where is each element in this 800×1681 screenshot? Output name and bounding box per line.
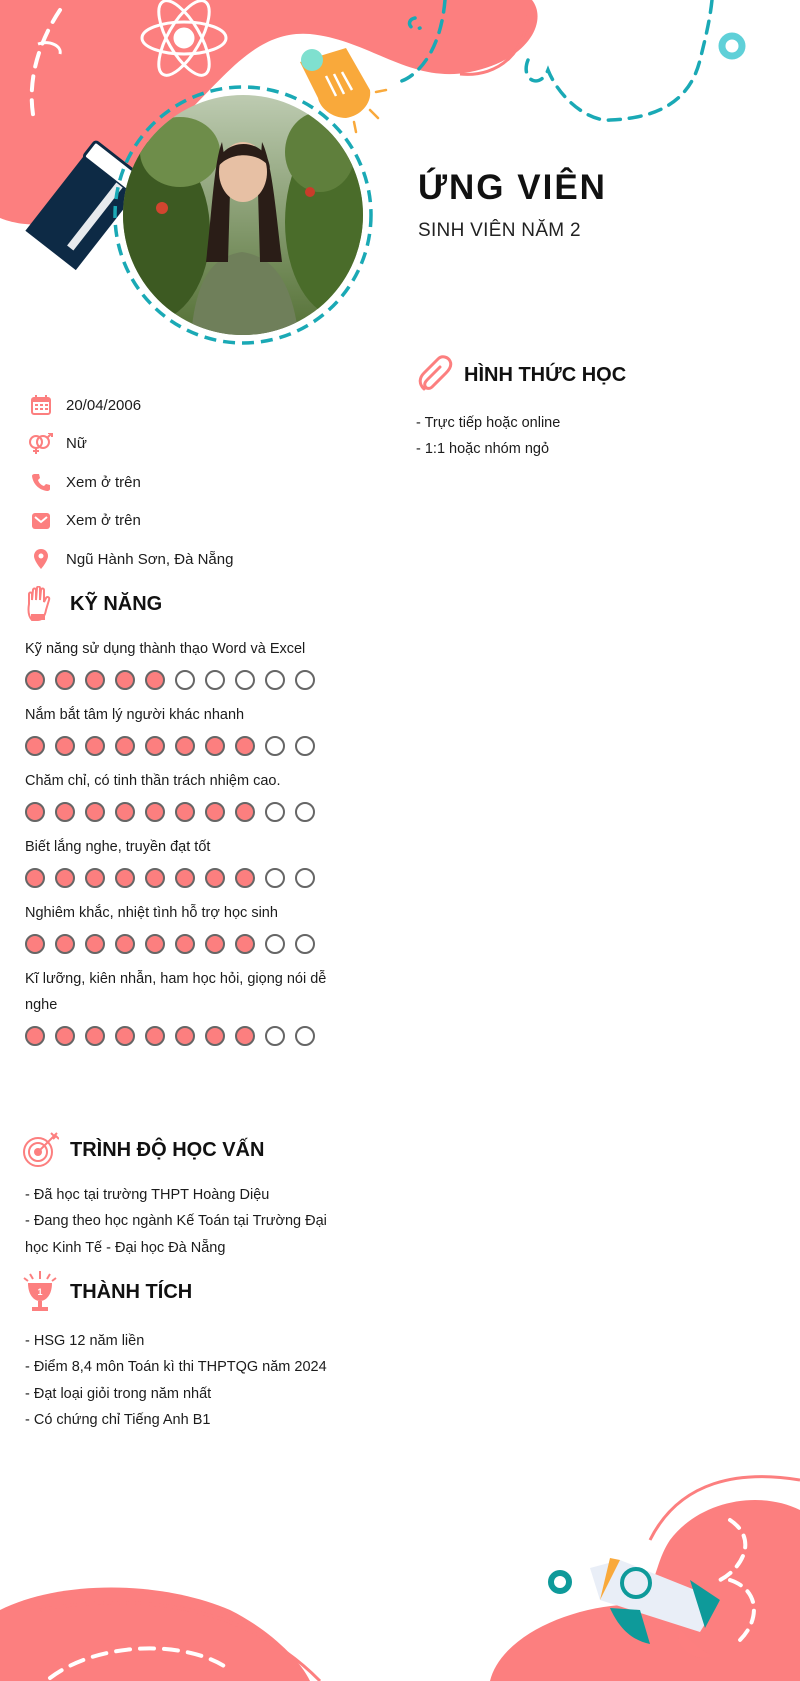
rating-dot-filled <box>85 868 105 888</box>
rating-dot-filled <box>115 1026 135 1046</box>
rating-dot-filled <box>85 934 105 954</box>
study-mode-heading <box>414 355 626 395</box>
rating-dot-filled <box>55 868 75 888</box>
study-mode-item: - 1:1 hoặc nhóm ngỏ <box>416 441 550 458</box>
skill-label: Kĩ lưỡng, kiên nhẫn, ham học hỏi, giọng nói dễ nghe <box>25 971 327 1013</box>
rating-dot-filled <box>175 1026 195 1046</box>
rating-dot-filled <box>145 934 165 954</box>
rating-dot-filled <box>235 1026 255 1046</box>
skill-label: Nghiêm khắc, nhiệt tình hỗ trợ học sinh <box>25 905 278 921</box>
rating-dot-filled <box>145 802 165 822</box>
rating-dot-filled <box>145 868 165 888</box>
rating-dot-filled <box>175 934 195 954</box>
rating-dot-empty <box>295 1026 315 1046</box>
info-birthdate-value: 20/04/2006 <box>66 396 142 414</box>
rating-dot-filled <box>115 670 135 690</box>
rating-dot-empty <box>265 736 285 756</box>
bottom-left-blob <box>0 1588 310 1681</box>
rating-dot-filled <box>145 670 165 690</box>
rating-dot-filled <box>25 802 45 822</box>
teal-dot <box>722 36 742 56</box>
rating-dot-filled <box>115 868 135 888</box>
skill-item <box>25 900 331 954</box>
rating-dot-empty <box>295 670 315 690</box>
rating-dot-filled <box>25 736 45 756</box>
achievement-item: - Đạt loại giỏi trong năm nhất <box>25 1385 212 1402</box>
rating-dot-filled <box>85 1026 105 1046</box>
education-item: - Đang theo học ngành Kế Toán tại Trường Đại học Kinh Tế - Đại học Đà Nẵng <box>25 1213 327 1256</box>
info-email <box>26 502 233 541</box>
skill-item <box>25 768 331 822</box>
rating-dot-filled <box>85 802 105 822</box>
target-icon <box>20 1130 60 1170</box>
rating-dot-filled <box>55 1026 75 1046</box>
rating-dot-filled <box>55 934 75 954</box>
rating-dot-filled <box>175 868 195 888</box>
calendar-icon <box>26 392 56 418</box>
skill-label: Biết lắng nghe, truyền đạt tốt <box>25 839 211 855</box>
skill-rating <box>25 1026 331 1046</box>
rating-dot-filled <box>85 736 105 756</box>
rating-dot-filled <box>115 736 135 756</box>
rating-dot-filled <box>25 934 45 954</box>
rating-dot-empty <box>295 802 315 822</box>
achievements-title: THÀNH TÍCH <box>70 1280 193 1303</box>
rating-dot-filled <box>55 736 75 756</box>
achievements-heading <box>20 1272 192 1312</box>
skills-heading <box>20 584 162 624</box>
rating-dot-filled <box>145 1026 165 1046</box>
skill-rating <box>25 736 331 756</box>
skill-label: Kỹ năng sử dụng thành thạo Word và Excel <box>25 641 306 657</box>
skill-rating <box>25 868 331 888</box>
raised-hand-icon <box>20 584 60 624</box>
paperclip-icon <box>414 355 454 395</box>
profile-photo <box>110 82 376 348</box>
education-heading <box>20 1130 264 1170</box>
rating-dot-empty <box>175 670 195 690</box>
skill-label: Chăm chỉ, có tinh thần trách nhiệm cao. <box>25 773 281 789</box>
rating-dot-filled <box>25 868 45 888</box>
rating-dot-empty <box>295 868 315 888</box>
rating-dot-filled <box>55 670 75 690</box>
location-pin-icon <box>26 546 56 572</box>
profile-photo-frame <box>110 82 376 348</box>
rating-dot-filled <box>205 736 225 756</box>
rating-dot-empty <box>205 670 225 690</box>
info-address <box>26 540 233 579</box>
rating-dot-filled <box>175 736 195 756</box>
achievement-item: - Điểm 8,4 môn Toán kì thi THPTQG năm 2024 <box>25 1359 327 1376</box>
skills-list <box>25 636 331 1058</box>
rating-dot-filled <box>55 802 75 822</box>
study-mode-title: HÌNH THỨC HỌC <box>464 363 627 386</box>
rating-dot-filled <box>205 1026 225 1046</box>
personal-info-list <box>26 386 233 579</box>
rating-dot-empty <box>265 868 285 888</box>
rating-dot-empty <box>265 802 285 822</box>
svg-text:1: 1 <box>37 1287 43 1297</box>
education-list <box>25 1182 331 1261</box>
candidate-name: ỨNG VIÊN <box>418 168 607 207</box>
rating-dot-filled <box>205 802 225 822</box>
teal-ring <box>551 1573 569 1591</box>
email-icon <box>26 508 56 534</box>
rating-dot-filled <box>145 736 165 756</box>
rating-dot-empty <box>235 670 255 690</box>
rating-dot-filled <box>175 802 195 822</box>
skill-rating <box>25 670 331 690</box>
achievements-list <box>25 1328 331 1433</box>
skill-item <box>25 636 331 690</box>
rating-dot-filled <box>115 802 135 822</box>
rating-dot-empty <box>295 934 315 954</box>
achievement-item: - HSG 12 năm liền <box>25 1333 145 1349</box>
gender-icon <box>26 431 56 457</box>
education-item: - Đã học tại trường THPT Hoàng Diệu <box>25 1187 270 1203</box>
info-gender <box>26 425 233 464</box>
skill-rating <box>25 934 331 954</box>
trophy-icon <box>20 1272 60 1312</box>
skill-item <box>25 834 331 888</box>
rating-dot-filled <box>205 868 225 888</box>
rating-dot-filled <box>235 868 255 888</box>
info-birthdate <box>26 386 233 425</box>
info-address-value: Ngũ Hành Sơn, Đà Nẵng <box>66 550 234 568</box>
info-email-value: Xem ở trên <box>66 512 141 530</box>
skill-rating <box>25 802 331 822</box>
phone-icon <box>26 469 56 495</box>
study-mode-item: - Trực tiếp hoặc online <box>416 415 561 431</box>
candidate-subtitle: SINH VIÊN NĂM 2 <box>418 220 581 241</box>
rating-dot-empty <box>295 736 315 756</box>
info-phone <box>26 463 233 502</box>
info-gender-value: Nữ <box>66 435 87 453</box>
education-title: TRÌNH ĐỘ HỌC VẤN <box>70 1138 265 1161</box>
achievement-item: - Có chứng chỉ Tiếng Anh B1 <box>25 1411 211 1428</box>
rating-dot-empty <box>265 670 285 690</box>
rating-dot-filled <box>205 934 225 954</box>
rating-dot-empty <box>265 1026 285 1046</box>
study-mode-list <box>416 410 560 463</box>
rating-dot-filled <box>235 736 255 756</box>
rating-dot-filled <box>235 802 255 822</box>
skill-item <box>25 702 331 756</box>
rating-dot-filled <box>115 934 135 954</box>
skill-item <box>25 966 331 1046</box>
skills-title: KỸ NĂNG <box>70 592 163 615</box>
skill-label: Nắm bắt tâm lý người khác nhanh <box>25 707 245 723</box>
rating-dot-empty <box>265 934 285 954</box>
rating-dot-filled <box>235 934 255 954</box>
rating-dot-filled <box>85 670 105 690</box>
rating-dot-filled <box>25 670 45 690</box>
bottom-decoration <box>0 1440 800 1681</box>
info-phone-value: Xem ở trên <box>66 473 141 491</box>
rating-dot-filled <box>25 1026 45 1046</box>
